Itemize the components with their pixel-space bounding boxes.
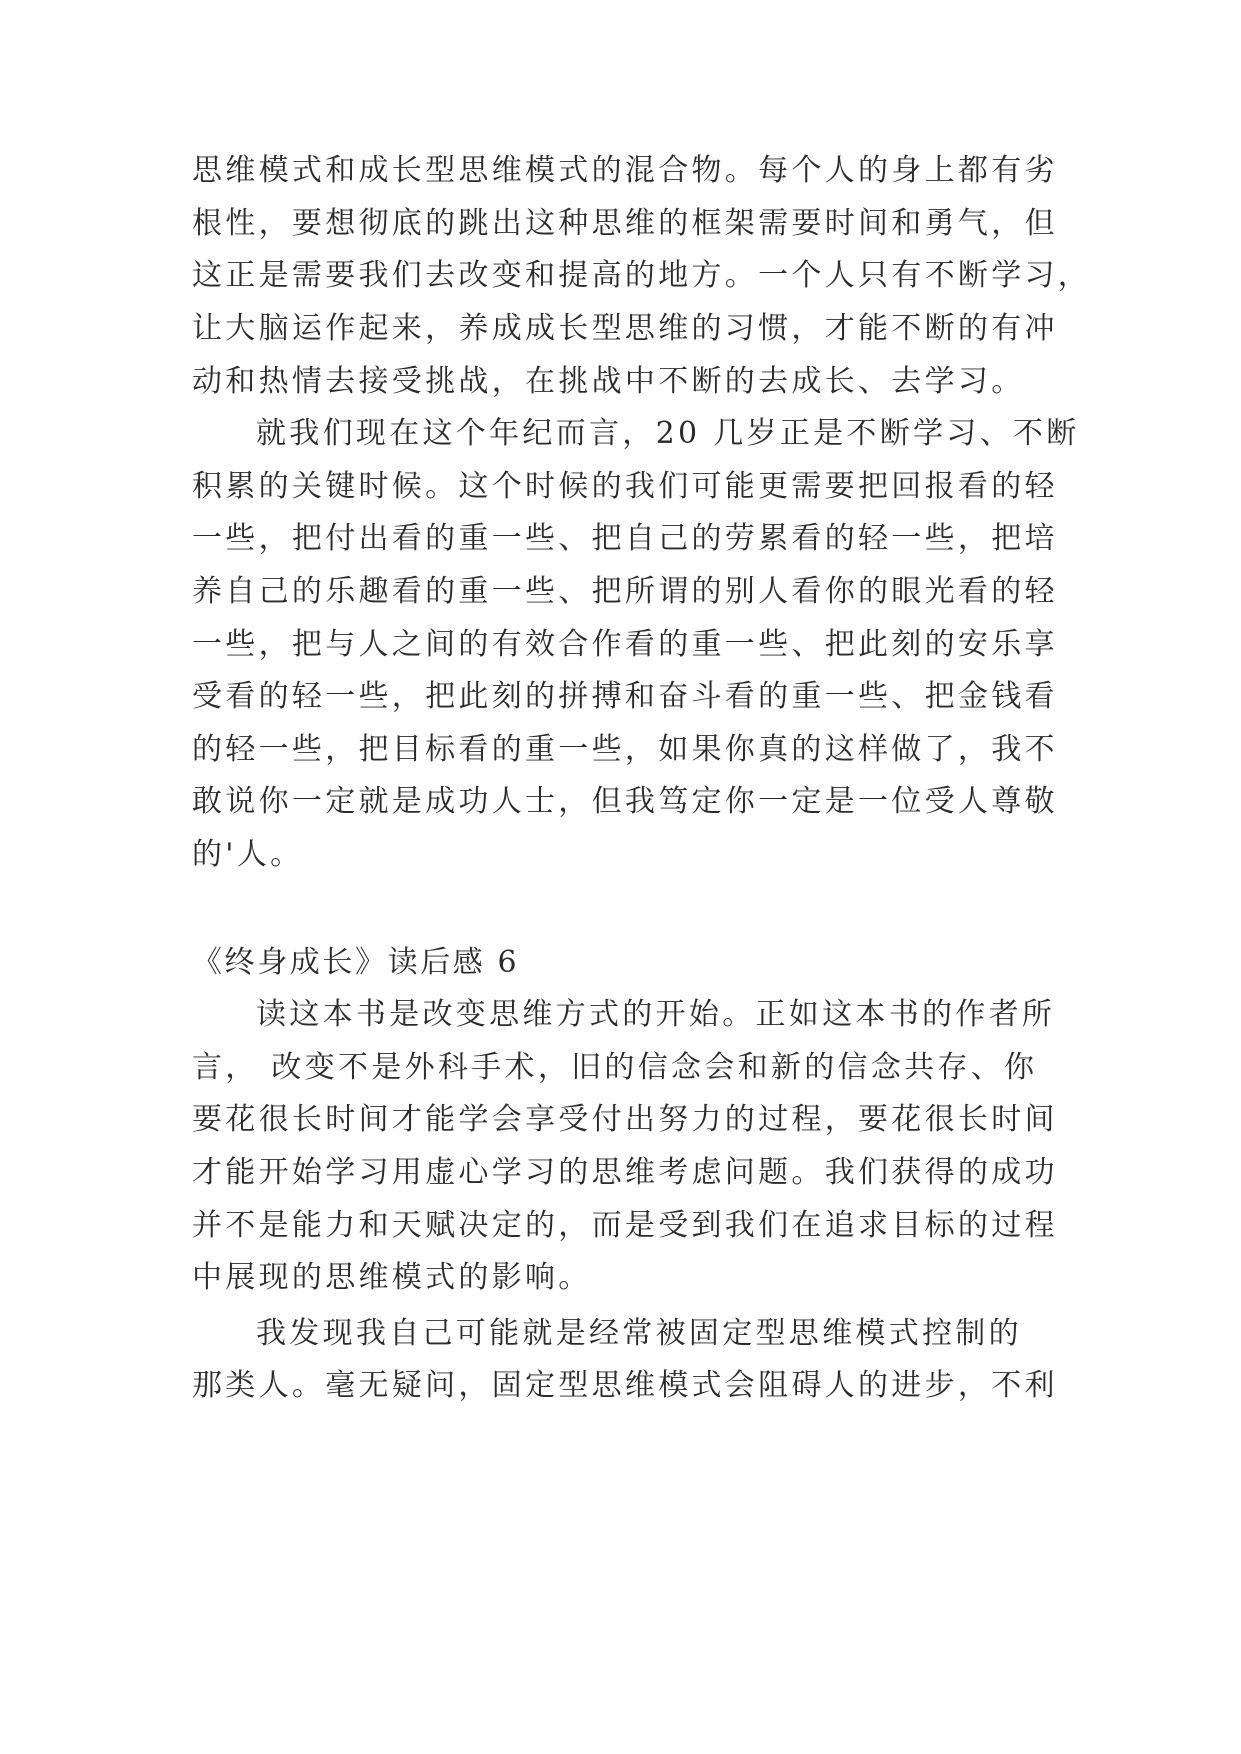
text-line: 就我们现在这个年纪而言，20 几岁正是不断学习、不断	[256, 416, 1080, 451]
text-line: 的'人。	[192, 837, 304, 872]
text-line: 我发现我自己可能就是经常被固定型思维模式控制的	[256, 1316, 1022, 1351]
text-line: 一些，把与人之间的有效合作看的重一些、把此刻的安乐享	[192, 627, 1058, 662]
text-line: 敢说你一定就是成功人士，但我笃定你一定是一位受人尊敬	[192, 784, 1058, 819]
text-line: 要花很长时间才能学会享受付出努力的过程，要花很长时间	[192, 1102, 1058, 1137]
text-line: 一些，把付出看的重一些、把自己的劳累看的轻一些，把培	[192, 521, 1058, 556]
text-line: 那类人。毫无疑问，固定型思维模式会阻碍人的进步，不利	[192, 1368, 1058, 1403]
text-line: 养自己的乐趣看的重一些、把所谓的别人看你的眼光看的轻	[192, 574, 1058, 609]
text-line: 读这本书是改变思维方式的开始。正如这本书的作者所	[256, 997, 1056, 1032]
text-line: 这正是需要我们去改变和提高的地方。一个人只有不断学习，	[192, 258, 1092, 293]
text-line: 积累的关键时候。这个时候的我们可能更需要把回报看的轻	[192, 469, 1058, 504]
text-line: 受看的轻一些，把此刻的拼搏和奋斗看的重一些、把金钱看	[192, 679, 1058, 714]
text-line: 动和热情去接受挑战，在挑战中不断的去成长、去学习。	[192, 364, 1025, 399]
text-line: 中展现的思维模式的影响。	[192, 1260, 592, 1295]
text-line: 言， 改变不是外科手术，旧的信念会和新的信念共存、你	[192, 1050, 1038, 1085]
text-line: 思维模式和成长型思维模式的混合物。每个人的身上都有劣	[192, 153, 1058, 188]
text-line: 并不是能力和天赋决定的，而是受到我们在追求目标的过程	[192, 1208, 1058, 1243]
text-line: 根性，要想彻底的跳出这种思维的框架需要时间和勇气，但	[192, 206, 1058, 241]
section-heading: 《终身成长》读后感 6	[192, 945, 520, 980]
text-line: 才能开始学习用虚心学习的思维考虑问题。我们获得的成功	[192, 1155, 1058, 1190]
text-line: 的轻一些，把目标看的重一些，如果你真的这样做了，我不	[192, 732, 1058, 767]
text-line: 让大脑运作起来，养成成长型思维的习惯，才能不断的有冲	[192, 311, 1058, 346]
